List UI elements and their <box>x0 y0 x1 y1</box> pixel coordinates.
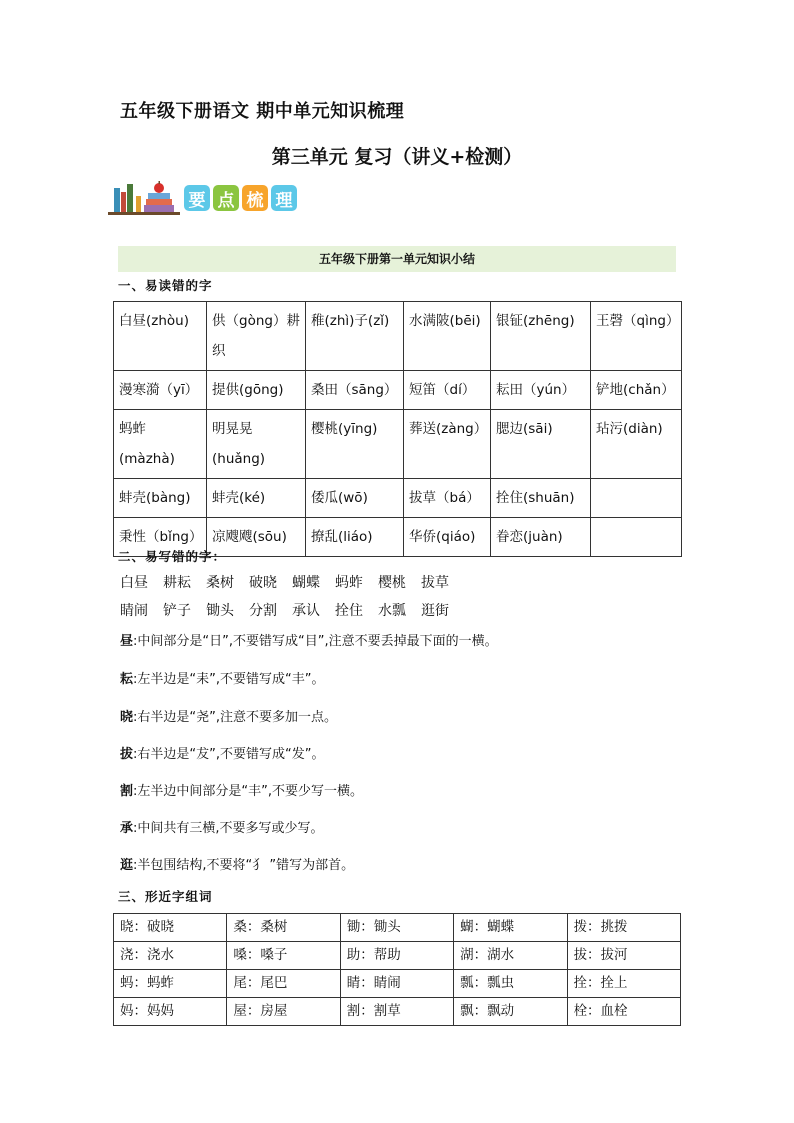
unit-title: 第三单元 复习（讲义+检测） <box>271 146 523 168</box>
word: 樱桃 <box>378 575 406 591</box>
table-cell: 蚂蚱(màzhà) <box>114 410 207 479</box>
section2-title: 二、易写错的字： <box>118 549 227 564</box>
table-cell: 华侨(qiáo) <box>404 518 491 557</box>
banner-tile-4: 理 <box>271 185 297 211</box>
table-cell: 倭瓜(wō) <box>306 479 404 518</box>
table-cell: 明晃晃(huǎng) <box>207 410 306 479</box>
word: 睛闹 <box>120 603 148 619</box>
table-cell: 晓：破晓 <box>114 914 227 942</box>
table-cell: 助：帮助 <box>340 942 453 970</box>
word: 水瓢 <box>378 603 406 619</box>
word: 承认 <box>292 603 320 619</box>
table-cell: 飘：飘动 <box>454 998 567 1026</box>
note-text: :右半边是“犮”,不要错写成“发”。 <box>133 747 325 762</box>
table-cell: 水满陂(bēi) <box>404 302 491 371</box>
table-cell: 妈：妈妈 <box>114 998 227 1026</box>
word: 破晓 <box>249 575 277 591</box>
note-text: :半包围结构,不要将“犭 ”错写为部首。 <box>133 858 355 873</box>
note-text: :左半边是“耒”,不要错写成“丰”。 <box>133 672 325 687</box>
note-char: 昼 <box>120 634 134 649</box>
table-cell: 睛：睛闹 <box>340 970 453 998</box>
word: 白昼 <box>120 575 148 591</box>
page-header-title: 五年级下册语文 期中单元知识梳理 <box>120 101 405 122</box>
note-text: :中间部分是“日”,不要错写成“目”,注意不要丢掉最下面的一横。 <box>133 634 498 649</box>
table-cell: 秉性（bǐng） <box>114 518 207 557</box>
note-char: 割 <box>120 784 134 799</box>
word: 铲子 <box>163 603 191 619</box>
table-cell: 铲地(chǎn） <box>591 371 682 410</box>
section1-title: 一、易读错的字 <box>118 278 213 293</box>
table-cell: 蚌壳(ké) <box>207 479 306 518</box>
table-row <box>114 302 682 371</box>
table-row <box>114 942 681 970</box>
table-cell: 锄：锄头 <box>340 914 453 942</box>
banner-tile-3: 梳 <box>242 185 268 211</box>
table-cell: 拴住(shuān) <box>491 479 591 518</box>
note-text: :左半边中间部分是“丰”,不要少写一横。 <box>133 784 363 799</box>
table-cell: 桑田（sāng） <box>306 371 404 410</box>
word: 分割 <box>249 603 277 619</box>
table-cell: 瓢：瓢虫 <box>454 970 567 998</box>
word: 拴住 <box>335 603 363 619</box>
misread-chars-table <box>113 301 682 557</box>
table-cell: 浇：浇水 <box>114 942 227 970</box>
table-cell: 拴：拴上 <box>567 970 680 998</box>
note-char: 逛 <box>120 858 134 873</box>
table-cell: 拔草（bá） <box>404 479 491 518</box>
table-cell: 漫寒漪（yī） <box>114 371 207 410</box>
note-text: :中间共有三横,不要多写或少写。 <box>133 821 324 836</box>
table-cell: 葬送(zàng） <box>404 410 491 479</box>
note-line <box>120 817 324 836</box>
note-line <box>120 630 498 649</box>
table-cell: 短笛（dí） <box>404 371 491 410</box>
table-cell: 王磬（qìng） <box>591 302 682 371</box>
table-cell: 供（gòng）耕织 <box>207 302 306 371</box>
word: 蚂蚱 <box>335 575 363 591</box>
note-char: 拔 <box>120 747 134 762</box>
word: 锄头 <box>206 603 234 619</box>
table-row <box>114 998 681 1026</box>
table-row <box>114 479 682 518</box>
note-line <box>120 743 324 762</box>
table-cell <box>591 479 682 518</box>
table-row <box>114 970 681 998</box>
word-list-line-2 <box>120 600 464 620</box>
note-char: 耘 <box>120 672 134 687</box>
table-cell: 稚(zhì)子(zǐ) <box>306 302 404 371</box>
note-line <box>120 854 354 873</box>
table-cell: 尾：尾巴 <box>227 970 340 998</box>
table-cell: 拔：拔河 <box>567 942 680 970</box>
note-line <box>120 780 363 799</box>
word-list-line-1 <box>120 572 464 592</box>
note-text: :右半边是“尧”,注意不要多加一点。 <box>133 710 337 725</box>
table-cell: 桑：桑树 <box>227 914 340 942</box>
table-cell: 腮边(sāi) <box>491 410 591 479</box>
table-cell <box>591 518 682 557</box>
note-char: 晓 <box>120 710 134 725</box>
summary-bar: 五年级下册第一单元知识小结 <box>118 246 676 272</box>
table-cell: 屋：房屋 <box>227 998 340 1026</box>
table-row <box>114 371 682 410</box>
table-cell: 玷污(diàn) <box>591 410 682 479</box>
table-cell: 凉飕飕(sōu) <box>207 518 306 557</box>
table-cell: 撩乱(liáo) <box>306 518 404 557</box>
table-cell: 提供(gōng) <box>207 371 306 410</box>
table-cell: 银钲(zhēng) <box>491 302 591 371</box>
table-cell: 割：割草 <box>340 998 453 1026</box>
word: 桑树 <box>206 575 234 591</box>
word: 蝴蝶 <box>292 575 320 591</box>
table-cell: 拨：挑拨 <box>567 914 680 942</box>
books-apple-icon <box>106 178 182 218</box>
note-line <box>120 706 337 725</box>
table-cell: 蚌壳(bàng) <box>114 479 207 518</box>
table-cell: 眷恋(juàn) <box>491 518 591 557</box>
table-cell: 栓：血栓 <box>567 998 680 1026</box>
banner-tile-1: 要 <box>184 185 210 211</box>
table-cell: 耘田（yún） <box>491 371 591 410</box>
similar-chars-table <box>113 913 681 1026</box>
note-line <box>120 668 324 687</box>
table-cell: 蝴：蝴蝶 <box>454 914 567 942</box>
word: 耕耘 <box>163 575 191 591</box>
table-cell: 蚂：蚂蚱 <box>114 970 227 998</box>
table-row <box>114 410 682 479</box>
word: 逛街 <box>421 603 449 619</box>
table-cell: 白昼(zhòu) <box>114 302 207 371</box>
table-cell: 嗓：嗓子 <box>227 942 340 970</box>
section3-title: 三、形近字组词 <box>118 889 213 904</box>
note-char: 承 <box>120 821 134 836</box>
table-cell: 樱桃(yīng) <box>306 410 404 479</box>
key-points-banner <box>106 178 326 218</box>
word: 拔草 <box>421 575 449 591</box>
table-row <box>114 914 681 942</box>
banner-tile-2: 点 <box>213 185 239 211</box>
table-cell: 湖：湖水 <box>454 942 567 970</box>
